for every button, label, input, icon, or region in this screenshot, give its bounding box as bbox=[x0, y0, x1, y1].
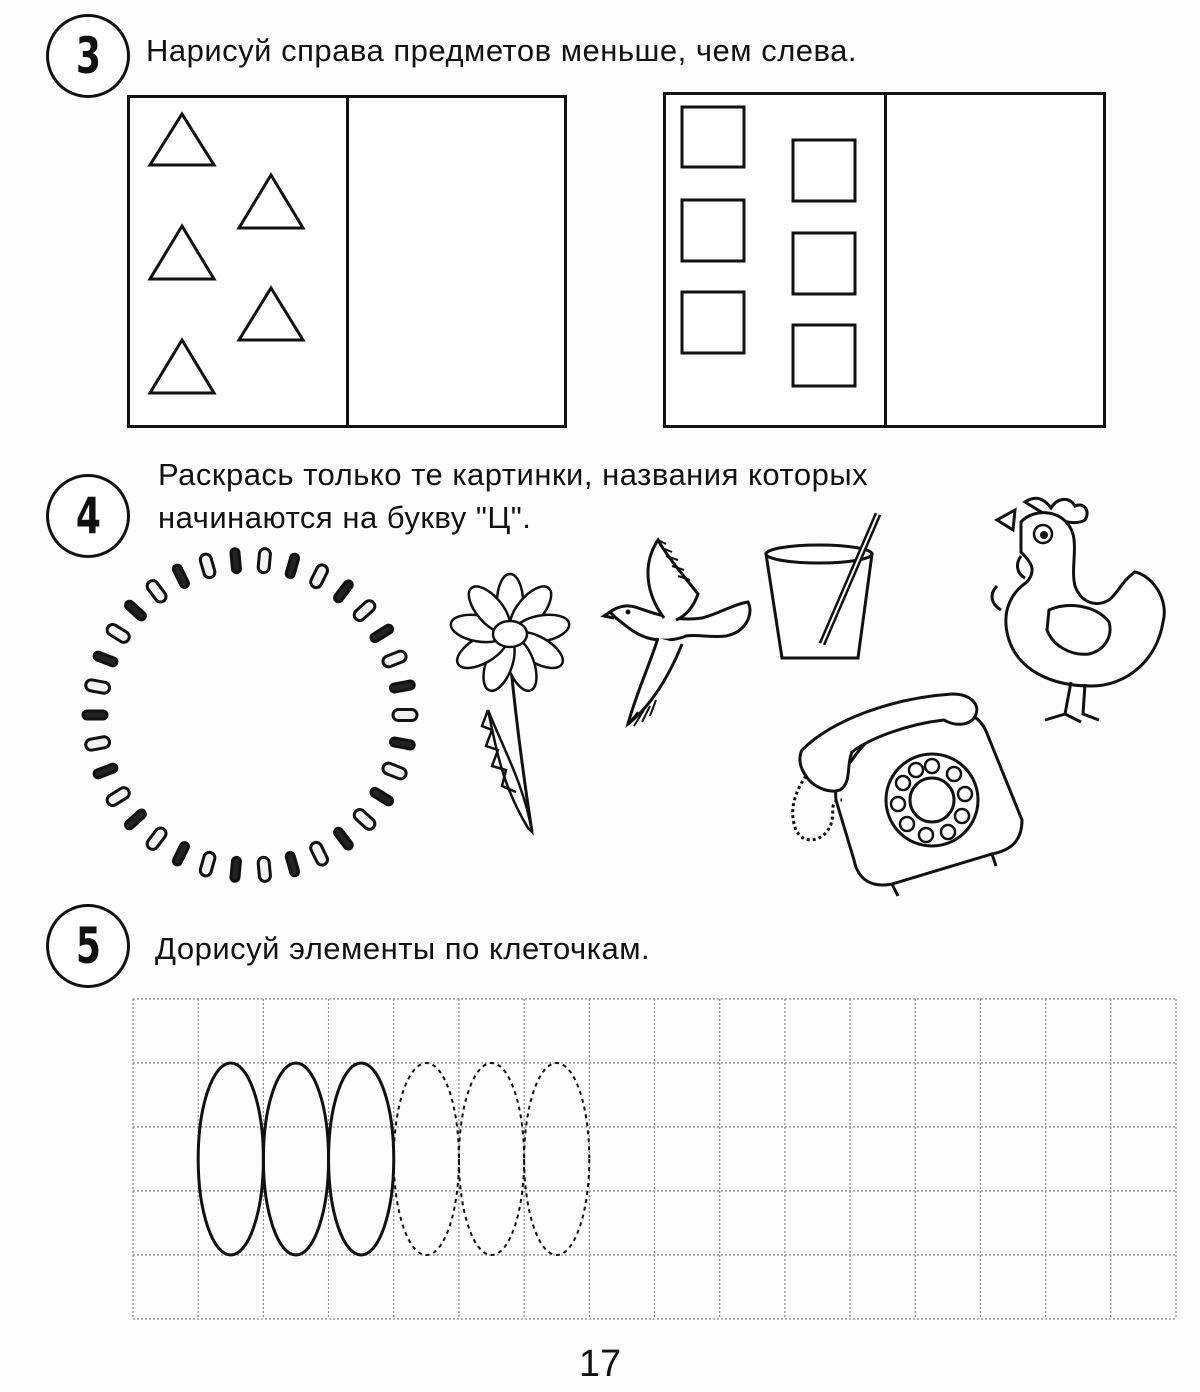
chain-link bbox=[124, 600, 147, 622]
square-shape bbox=[682, 200, 744, 261]
chain-link bbox=[390, 737, 415, 749]
square-shape bbox=[682, 292, 744, 353]
squares-group bbox=[663, 92, 1106, 428]
bird-icon[interactable] bbox=[606, 534, 756, 734]
chain-link bbox=[83, 711, 107, 719]
chain-link bbox=[105, 622, 131, 644]
chain-icon[interactable] bbox=[80, 545, 420, 885]
solid-oval bbox=[329, 1063, 394, 1255]
triangle-shape bbox=[239, 175, 303, 228]
chain-link bbox=[199, 553, 216, 579]
chain-link bbox=[172, 841, 190, 866]
square-shape bbox=[793, 233, 855, 294]
chain-link bbox=[285, 553, 299, 578]
dotted-oval bbox=[524, 1063, 589, 1255]
square-shape bbox=[682, 107, 744, 167]
chain-link bbox=[352, 807, 377, 831]
chain-link bbox=[390, 680, 415, 692]
task-4-instruction-line1: Раскрась только те картинки, названия которых bbox=[158, 457, 869, 492]
square-shape bbox=[793, 140, 855, 201]
chain-link bbox=[369, 787, 394, 806]
glass-icon[interactable] bbox=[760, 512, 890, 662]
telephone-icon[interactable] bbox=[782, 690, 1032, 900]
chain-link bbox=[85, 736, 111, 751]
chain-link bbox=[333, 579, 354, 603]
chain-link bbox=[231, 548, 241, 573]
chain-link bbox=[309, 841, 330, 867]
chain-link bbox=[93, 763, 118, 779]
triangle-shape bbox=[150, 114, 214, 165]
chain-link bbox=[93, 651, 118, 667]
task-5-number: 5 bbox=[46, 904, 130, 988]
drawing-grid[interactable] bbox=[132, 998, 1177, 1320]
chain-link bbox=[85, 679, 111, 694]
chain-link bbox=[369, 624, 394, 643]
chain-link bbox=[393, 710, 417, 721]
dotted-oval bbox=[394, 1063, 459, 1255]
chain-link bbox=[145, 826, 168, 852]
triangle-shape bbox=[150, 226, 214, 279]
chain-link bbox=[105, 786, 131, 808]
task-5-instruction: Дорисуй элементы по клеточкам. bbox=[155, 931, 651, 966]
solid-oval bbox=[263, 1063, 328, 1255]
flower-icon[interactable] bbox=[432, 570, 592, 870]
chain-link bbox=[352, 598, 377, 622]
task-4-number: 4 bbox=[46, 474, 130, 558]
triangles-group bbox=[127, 95, 567, 428]
triangle-shape bbox=[239, 288, 303, 340]
square-shape bbox=[793, 325, 855, 386]
chain-link bbox=[309, 563, 330, 589]
chain-link bbox=[258, 857, 271, 882]
solid-oval bbox=[198, 1063, 263, 1255]
triangle-shape bbox=[150, 340, 214, 393]
page-number: 17 bbox=[578, 1343, 622, 1385]
chain-link bbox=[381, 650, 407, 669]
triangles-panel bbox=[127, 95, 567, 428]
chain-link bbox=[333, 827, 354, 851]
task-4-instruction-line2: начинаются на букву "Ц". bbox=[158, 500, 532, 535]
chain-link bbox=[231, 857, 241, 882]
chain-link bbox=[124, 808, 147, 830]
chain-link bbox=[285, 851, 299, 876]
task-3-instruction: Нарисуй справа предметов меньше, чем слева. bbox=[146, 33, 858, 68]
chain-link bbox=[258, 548, 271, 573]
chain-link bbox=[145, 578, 168, 604]
chain-link bbox=[172, 564, 190, 589]
task-3-number: 3 bbox=[46, 14, 130, 98]
chain-link bbox=[381, 762, 407, 781]
squares-panel bbox=[663, 92, 1106, 428]
chain-link bbox=[199, 851, 216, 877]
dotted-oval bbox=[459, 1063, 524, 1255]
